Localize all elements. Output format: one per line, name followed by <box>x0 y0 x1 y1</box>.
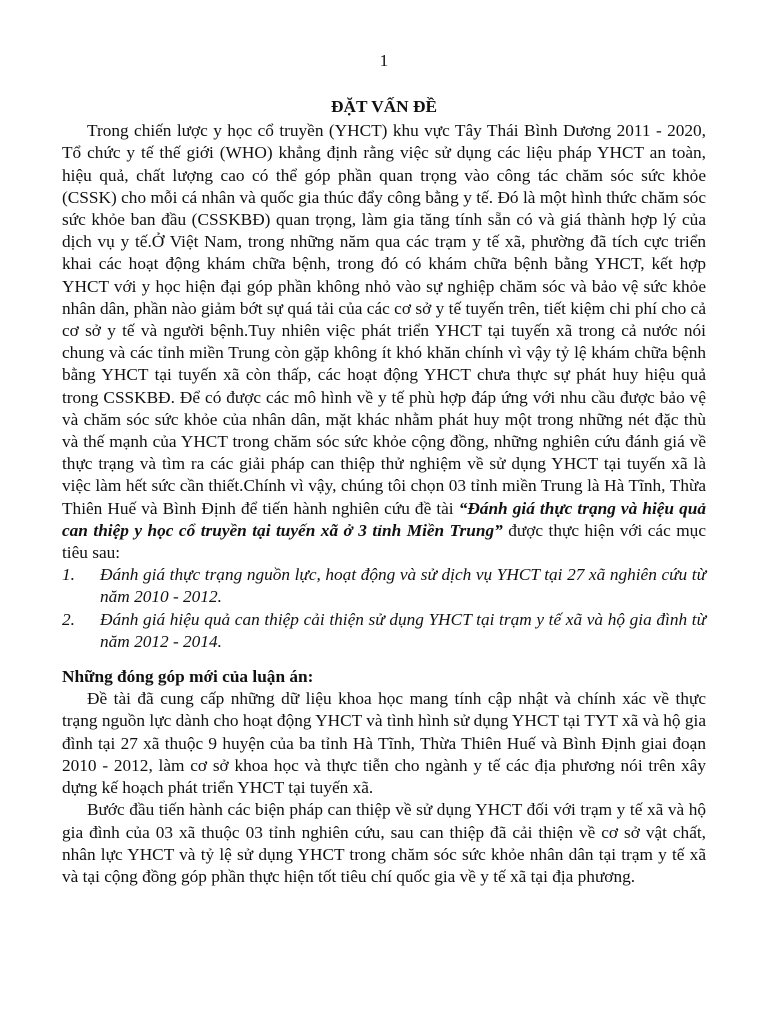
objective-text: Đánh giá hiệu quả can thiệp cải thiện sử dụng YHCT tại trạm y tế xã và hộ gia đình từ năm 2012 - 2014. <box>100 609 706 651</box>
objective-number: 2. <box>62 609 75 629</box>
contribution-paragraph: Bước đầu tiến hành các biện pháp can thiệp về sử dụng YHCT đối với trạm y tế xã và hộ gia đình của 03 xã thuộc 03 tỉnh nghiên cứu, sau can thiệp đã cải thiện về cơ sở vật chất, nhân lực YHCT và tỷ lệ sử dụng YHCT trong chăm sóc sức khỏe nhân dân tại trạm y tế xã và tại cộng đồng góp phần thực hiện tốt tiêu chí quốc gia về y tế xã tại địa phương. <box>62 800 706 886</box>
objective-text: Đánh giá thực trạng nguồn lực, hoạt động và sử dịch vụ YHCT tại 27 xã nghiên cứu từ năm 2010 - 2012. <box>100 565 706 607</box>
contribution-paragraph: Đề tài đã cung cấp những dữ liệu khoa học mang tính cập nhật và chính xác về thực trạng nguồn lực dành cho hoạt động YHCT và tình hình sử dụng YHCT tại TYT xã và hộ gia đình tại 27 xã thuộc 9 huyện của ba tỉnh Hà Tĩnh, Thừa Thiên Huế và Bình Định giai đoạn 2010 - 2012, làm cơ sở khoa học và thực tiễn cho ngành y tế các địa phương nói trên xây dựng kế hoạch phát triển YHCT tại tuyến xã. <box>62 689 706 798</box>
intro-text: Trong chiến lược y học cổ truyền (YHCT) khu vực Tây Thái Bình Dương 2011 - 2020, Tổ chức y tế thế giới (WHO) khẳng định rằng việc sử dụng các liệu pháp YHCT an toàn, hiệu quả, chất lượng cao có thể góp phần quan trọng vào công tác chăm sóc sức khỏe (CSSK) cho mỗi cá nhân và quốc gia thúc đẩy công bằng y tế. Đó là một hình thức chăm sóc sức khỏe ban đầu (CSSKBĐ) quan trọng, làm gia tăng tính sẵn có và giá thành hợp lý của dịch vụ y tế.Ở Việt Nam, trong những năm qua các trạm y tế xã, phường đã tích cực triển khai các hoạt động khám chữa bệnh, trong đó có khám chữa bệnh bằng YHCT, kết hợp YHCT với y học hiện đại góp phần không nhỏ vào sự nghiệp chăm sóc và bảo vệ sức khỏe nhân dân, phần nào giảm bớt sự quá tải của các cơ sở y tế tuyến trên, tiết kiệm chi phí cho cả cơ sở y tế và người bệnh.Tuy nhiên việc phát triển YHCT tại tuyến xã trong cả nước nói chung và các tỉnh miền Trung còn gặp không ít khó khăn chính vì vậy tỷ lệ khám chữa bệnh bằng YHCT tại tuyến xã còn thấp, các hoạt động YHCT chưa thực sự phát huy hiệu quả trong CSSKBĐ. Để có được các mô hình về y tế phù hợp đáp ứng với nhu cầu được bảo vệ và chăm sóc sức khỏe của nhân dân, mặt khác nhằm phát huy một trong những nét đặc thù và thế mạnh của YHCT trong chăm sóc sức khỏe cộng đồng, những nghiên cứu đánh giá về thực trạng và tìm ra các giải pháp can thiệp thử nghiệm về sử dụng YHCT tại tuyến xã là việc làm hết sức cần thiết.Chính vì vậy, chúng tôi chọn 03 tỉnh miền Trung là Hà Tĩnh, Thừa Thiên Huế và Bình Định để tiến hành nghiên cứu đề tài <box>62 121 706 518</box>
intro-paragraph <box>62 120 706 564</box>
contributions-heading: Những đóng góp mới của luận án: <box>62 667 314 687</box>
objectives-list <box>62 564 706 653</box>
document-page <box>62 50 706 888</box>
intro-text-end: được thực hiện với các mục tiêu sau: <box>62 520 706 563</box>
objective-number: 1. <box>62 565 75 585</box>
objective-item <box>62 564 706 608</box>
thesis-title: “Đánh giá thực trạng và hiệu quả can thiệp y học cổ truyền tại tuyến xã ở 3 tỉnh Miền Trung” <box>62 498 706 540</box>
page-number: 1 <box>379 51 389 70</box>
objective-item <box>62 609 706 653</box>
section-title: ĐẶT VẤN ĐỀ <box>331 97 437 116</box>
